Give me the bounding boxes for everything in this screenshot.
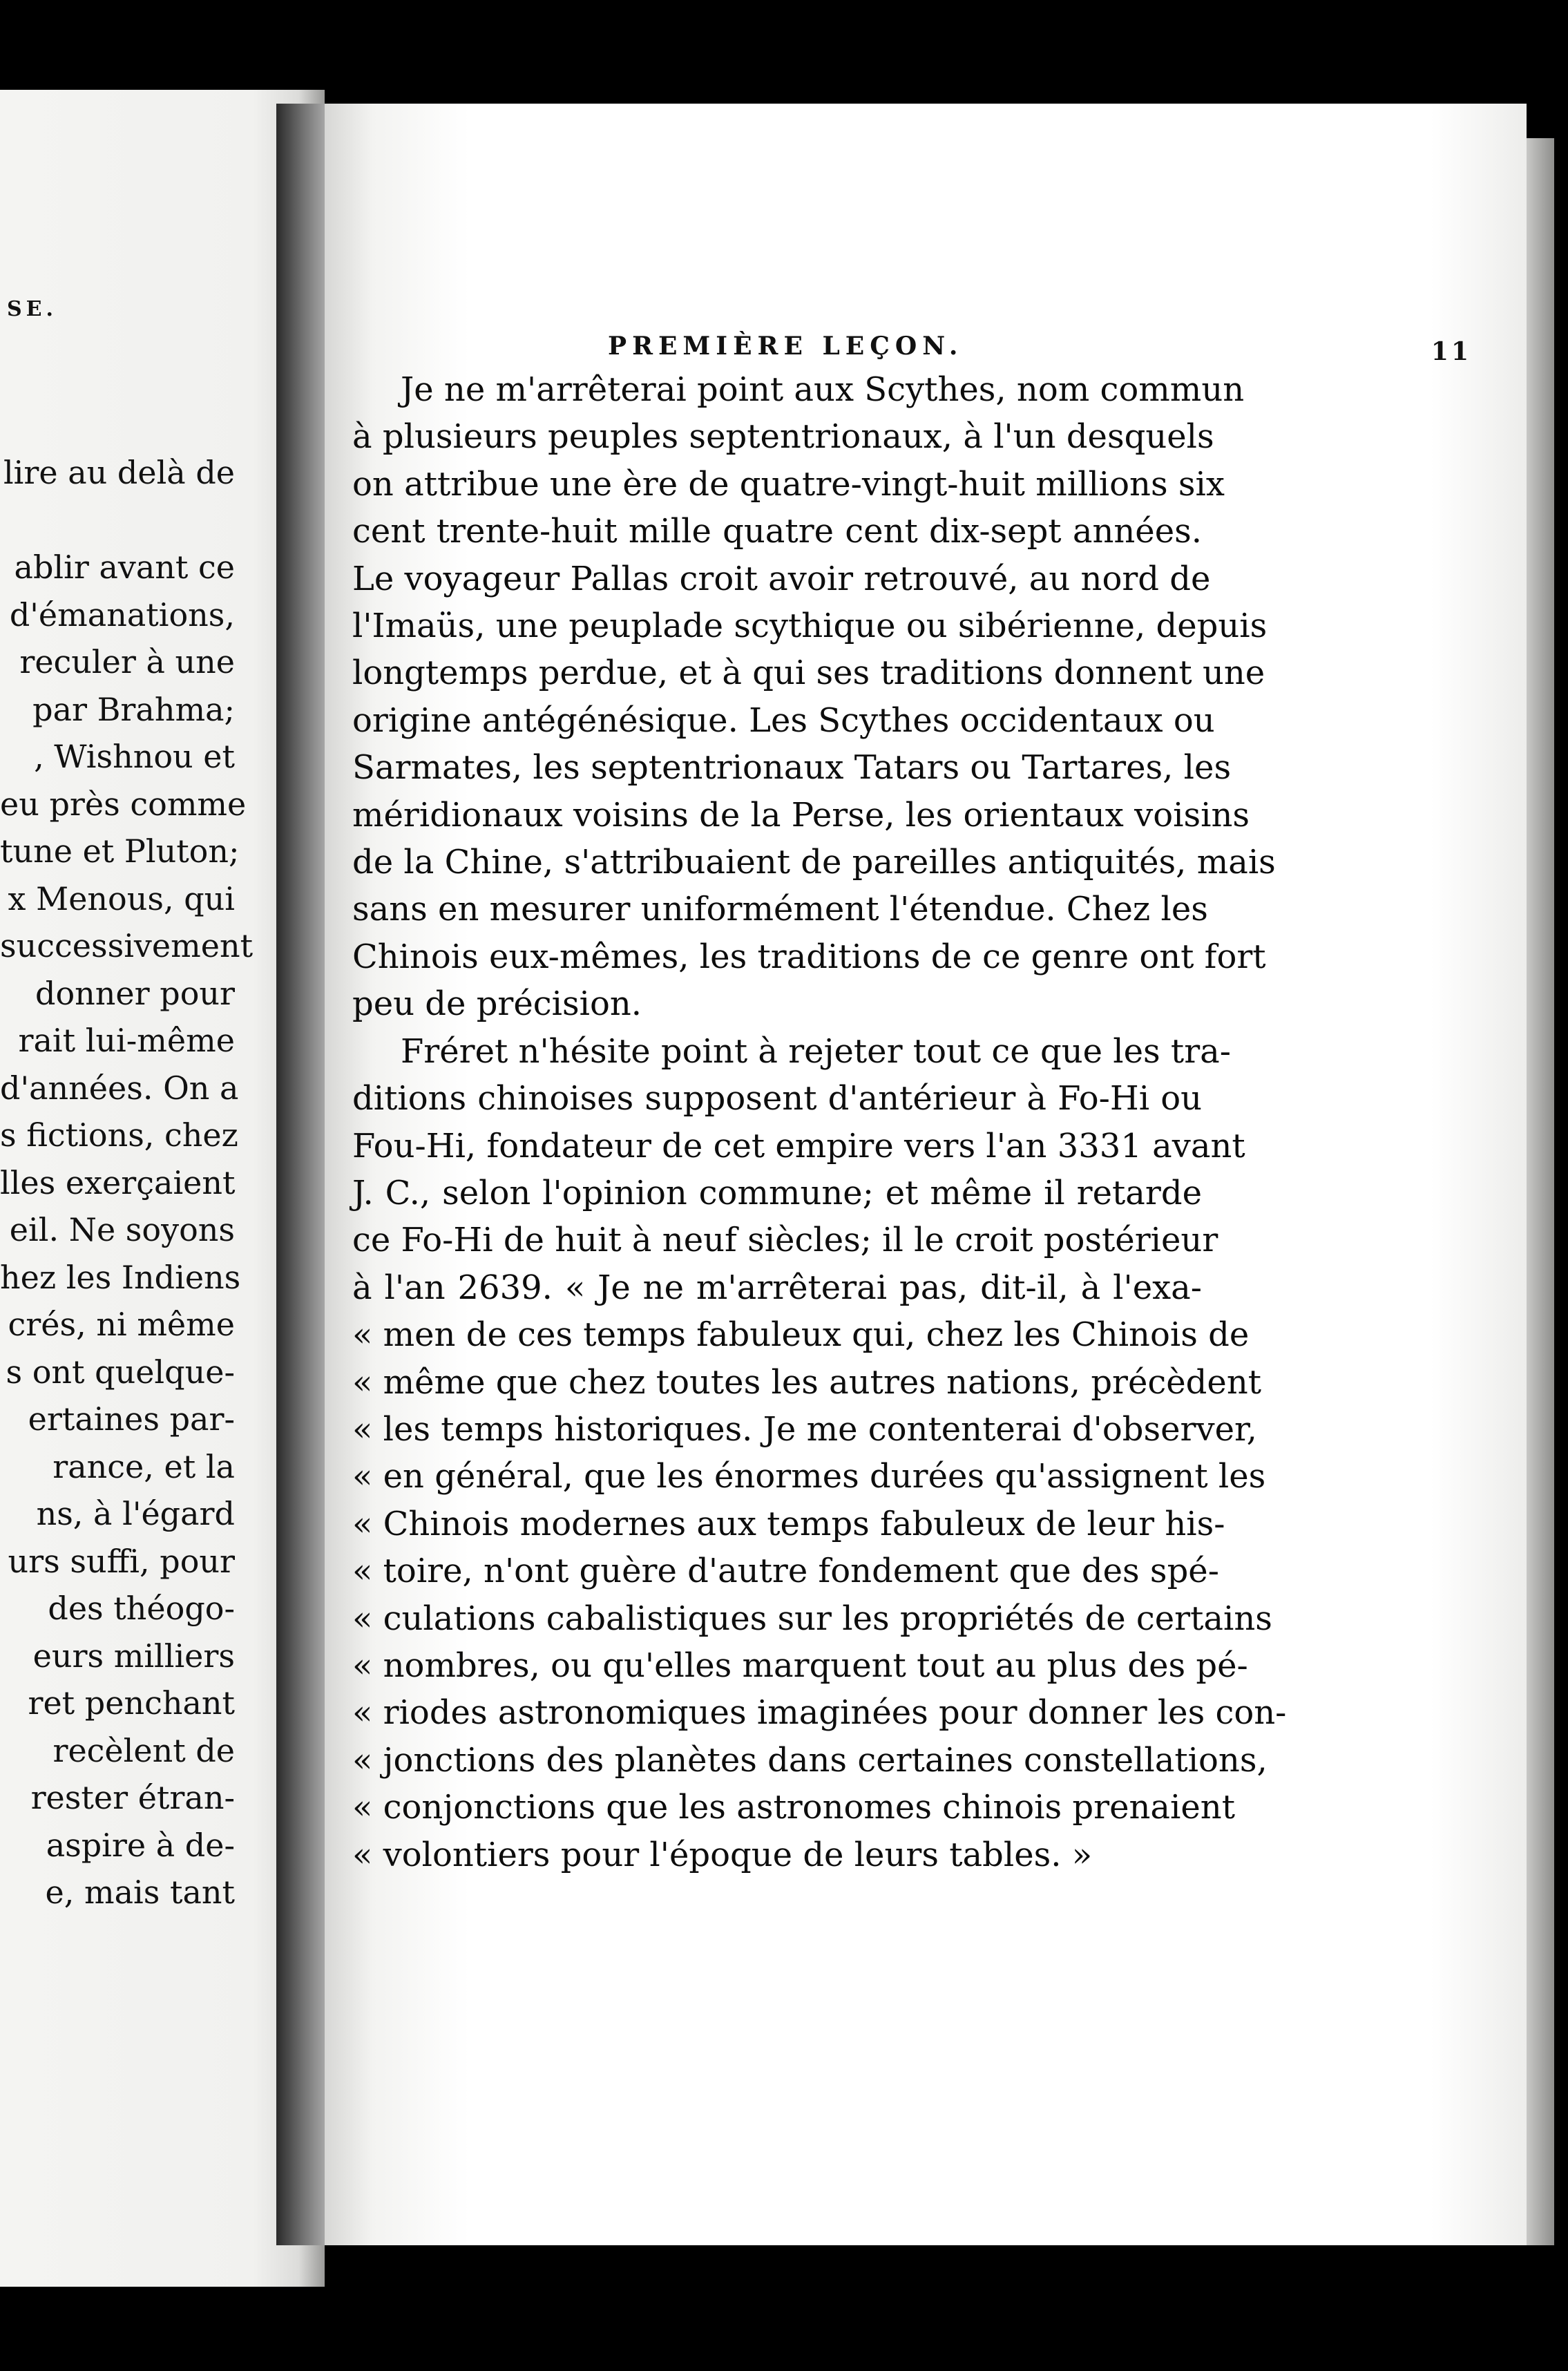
text-line: Sarmates, les septentrionaux Tatars ou Tartares, les	[352, 748, 1232, 788]
text-line: Je ne m'arrêterai point aux Scythes, nom commun	[401, 370, 1245, 409]
left-page-line: ertaines par-	[28, 1400, 235, 1438]
text-line: cent trente-huit mille quatre cent dix-sept années.	[352, 512, 1202, 551]
left-page-line: recèlent de	[52, 1731, 235, 1769]
text-line: on attribue une ère de quatre-vingt-huit millions six	[352, 464, 1225, 504]
left-page-line: tune et Pluton;	[0, 832, 240, 870]
left-page-line: d'émanations,	[9, 596, 235, 634]
text-line: à plusieurs peuples septentrionaux, à l'un desquels	[352, 417, 1214, 457]
text-line: ce Fo-Hi de huit à neuf siècles; il le croit postérieur	[352, 1221, 1218, 1260]
text-line: Fou-Hi, fondateur de cet empire vers l'an 3331 avant	[352, 1126, 1245, 1165]
left-page-line: e, mais tant	[45, 1874, 235, 1911]
left-page-line: rance, et la	[52, 1447, 235, 1485]
text-line: « volontiers pour l'époque de leurs tables. »	[352, 1835, 1093, 1874]
left-page-line: rester étran-	[30, 1779, 235, 1816]
left-page-line: successivement	[0, 927, 254, 964]
body-text	[352, 366, 1287, 1878]
text-line: « men de ces temps fabuleux qui, chez les Chinois de	[352, 1315, 1250, 1355]
text-line: « jonctions des planètes dans certaines constellations,	[352, 1740, 1268, 1780]
page-number: 11	[1431, 337, 1471, 366]
left-page-text	[0, 449, 254, 1916]
left-page-line: ablir avant ce	[14, 549, 235, 586]
left-page-header-fragment: SE.	[7, 297, 57, 321]
text-line: peu de précision.	[352, 984, 642, 1024]
text-line: origine antégénésique. Les Scythes occidentaux ou	[352, 701, 1215, 740]
text-line: l'Imaüs, une peuplade scythique ou sibérienne, depuis	[352, 607, 1268, 646]
text-line: longtemps perdue, et à qui ses traditions donnent une	[352, 654, 1265, 693]
text-line: Fréret n'hésite point à rejeter tout ce que les tra-	[401, 1031, 1231, 1071]
text-line: méridionaux voisins de la Perse, les orientaux voisins	[352, 795, 1250, 835]
text-line: « en général, que les énormes durées qu'assignent les	[352, 1457, 1266, 1496]
left-page-line	[0, 497, 235, 544]
text-line: « nombres, ou qu'elles marquent tout au plus des pé-	[352, 1646, 1248, 1685]
left-page-line: eil. Ne soyons	[9, 1211, 235, 1248]
left-page-line: s ont quelque-	[6, 1353, 235, 1391]
running-head: PREMIÈRE LEÇON.	[608, 332, 964, 361]
text-line: à l'an 2639. « Je ne m'arrêterai pas, dit-il, à l'exa-	[352, 1268, 1202, 1307]
text-line: Le voyageur Pallas croit avoir retrouvé, au nord de	[352, 559, 1211, 598]
left-page-line: ret penchant	[28, 1684, 235, 1722]
text-line: de la Chine, s'attribuaient de pareilles antiquités, mais	[352, 843, 1276, 882]
text-line: J. C., selon l'opinion commune; et même il retarde	[352, 1173, 1202, 1212]
left-page-line: crés, ni même	[8, 1306, 235, 1343]
left-page-line: rait lui-même	[18, 1022, 235, 1059]
text-line: « Chinois modernes aux temps fabuleux de leur his-	[352, 1504, 1225, 1543]
left-page-line: hez les Indiens	[0, 1258, 241, 1296]
left-page-line: urs suffi, pour	[8, 1542, 235, 1580]
left-page-line: donner pour	[35, 974, 235, 1012]
left-page-line: x Menous, qui	[8, 879, 235, 917]
left-page-line: par Brahma;	[32, 690, 235, 728]
left-page-line: lles exerçaient	[0, 1163, 236, 1201]
text-line: Chinois eux-mêmes, les traditions de ce genre ont fort	[352, 937, 1266, 976]
text-line: sans en mesurer uniformément l'étendue. Chez les	[352, 890, 1208, 929]
text-line: « conjonctions que les astronomes chinois prenaient	[352, 1788, 1235, 1827]
left-page-line: reculer à une	[19, 643, 235, 680]
text-line: « toire, n'ont guère d'autre fondement que des spé-	[352, 1552, 1219, 1591]
left-page-line: lire au delà de	[3, 454, 235, 491]
left-page-line: des théogo-	[48, 1590, 235, 1627]
left-page-line: eurs milliers	[32, 1637, 235, 1675]
left-page-line: , Wishnou et	[34, 738, 235, 775]
left-page-line: eu près comme	[0, 785, 247, 823]
text-line: « les temps historiques. Je me contenterai d'observer,	[352, 1409, 1257, 1449]
text-line: « riodes astronomiques imaginées pour donner les con-	[352, 1693, 1287, 1733]
text-line: « culations cabalistiques sur les propriétés de certains	[352, 1599, 1272, 1638]
text-line: « même que chez toutes les autres nations, précèdent	[352, 1362, 1262, 1402]
text-line: ditions chinoises supposent d'antérieur à Fo-Hi ou	[352, 1079, 1202, 1118]
left-page-line: s fictions, chez	[0, 1116, 238, 1154]
left-page-line: ns, à l'égard	[36, 1495, 235, 1532]
left-page-line: aspire à de-	[46, 1826, 235, 1864]
right-page	[325, 104, 1527, 2245]
left-page-line: d'années. On a	[0, 1069, 239, 1107]
page-edge	[1527, 138, 1554, 2245]
